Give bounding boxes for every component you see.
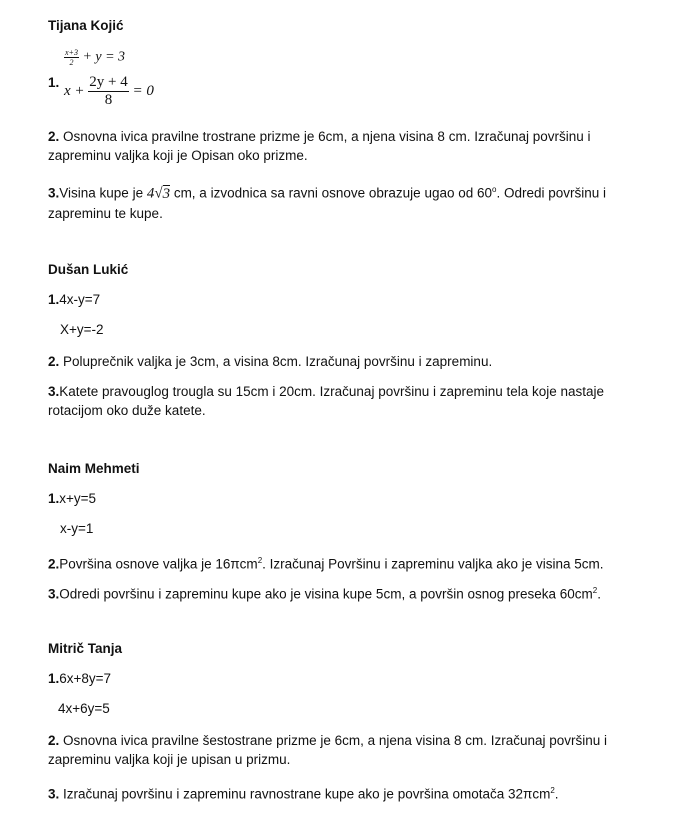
task-1-eq2: X+y=-2: [60, 322, 104, 337]
task-number: 1.: [48, 75, 60, 90]
task-2: 2. Osnovna ivica pravilne trostrane prizme je 6cm, a njena visina 8 cm. Izračunaj površinu i zapreminu valjka koji je Opisan oko prizme.: [48, 129, 591, 163]
task-2: 2. Poluprečnik valjka je 3cm, a visina 8cm. Izračunaj površinu i zapreminu.: [48, 354, 493, 369]
task-3: 3. Izračunaj površinu i zapreminu ravnostrane kupe ako je površina omotača 32πcm$^2$.: [48, 786, 559, 802]
task-3: 3.Visina kupe je 4√3 cm, a izvodnica sa ravni osnove obrazuje ugao od 60$^o$. Odredi površinu i zapreminu te kupe.: [48, 185, 607, 221]
radical-formula: 4√3: [146, 185, 171, 202]
student-name: Dušan Lukić: [48, 262, 129, 277]
student-name: Mitrič Tanja: [48, 641, 123, 656]
task-1-eq1: 1.6x+8y=7: [48, 671, 112, 686]
equation-1: $\frac{x+3}{2}$ + y = 3: [65, 48, 126, 67]
equation-2: x + $\frac{2y + 4}{8}$ = 0: [64, 74, 154, 108]
fraction: $\frac{2y + 4}{8}$: [89, 74, 128, 108]
task-1-eq1: 1.4x-y=7: [48, 292, 101, 307]
task-1-eq2: 4x+6y=5: [58, 701, 110, 716]
fraction: $\frac{x+3}{2}$: [65, 48, 78, 67]
student-name: Tijana Kojić: [48, 18, 124, 33]
task-3: 3.Odredi površinu i zapreminu kupe ako je visina kupe 5cm, a površin osnog preseka $60cm^2$.: [48, 586, 602, 602]
task-2: 2.Površina osnove valjka je 16πcm$^2$. Izračunaj Površinu i zapreminu valjka ako je visina 5cm.: [48, 556, 604, 572]
student-name: Naim Mehmeti: [48, 461, 140, 476]
task-2: 2. Osnovna ivica pravilne šestostrane prizme je 6cm, a njena visina 8 cm. Izračunaj površinu i zapreminu valjka koji je upisan u prizmu.: [48, 733, 608, 767]
task-3: 3.Katete pravouglog trougla su 15cm i 20cm. Izračunaj površinu i zapreminu tela koje nastaje rotacijom oko duže katete.: [48, 384, 605, 418]
task-1-eq1: 1.x+y=5: [48, 491, 97, 506]
task-1-eq2: x-y=1: [60, 521, 94, 536]
